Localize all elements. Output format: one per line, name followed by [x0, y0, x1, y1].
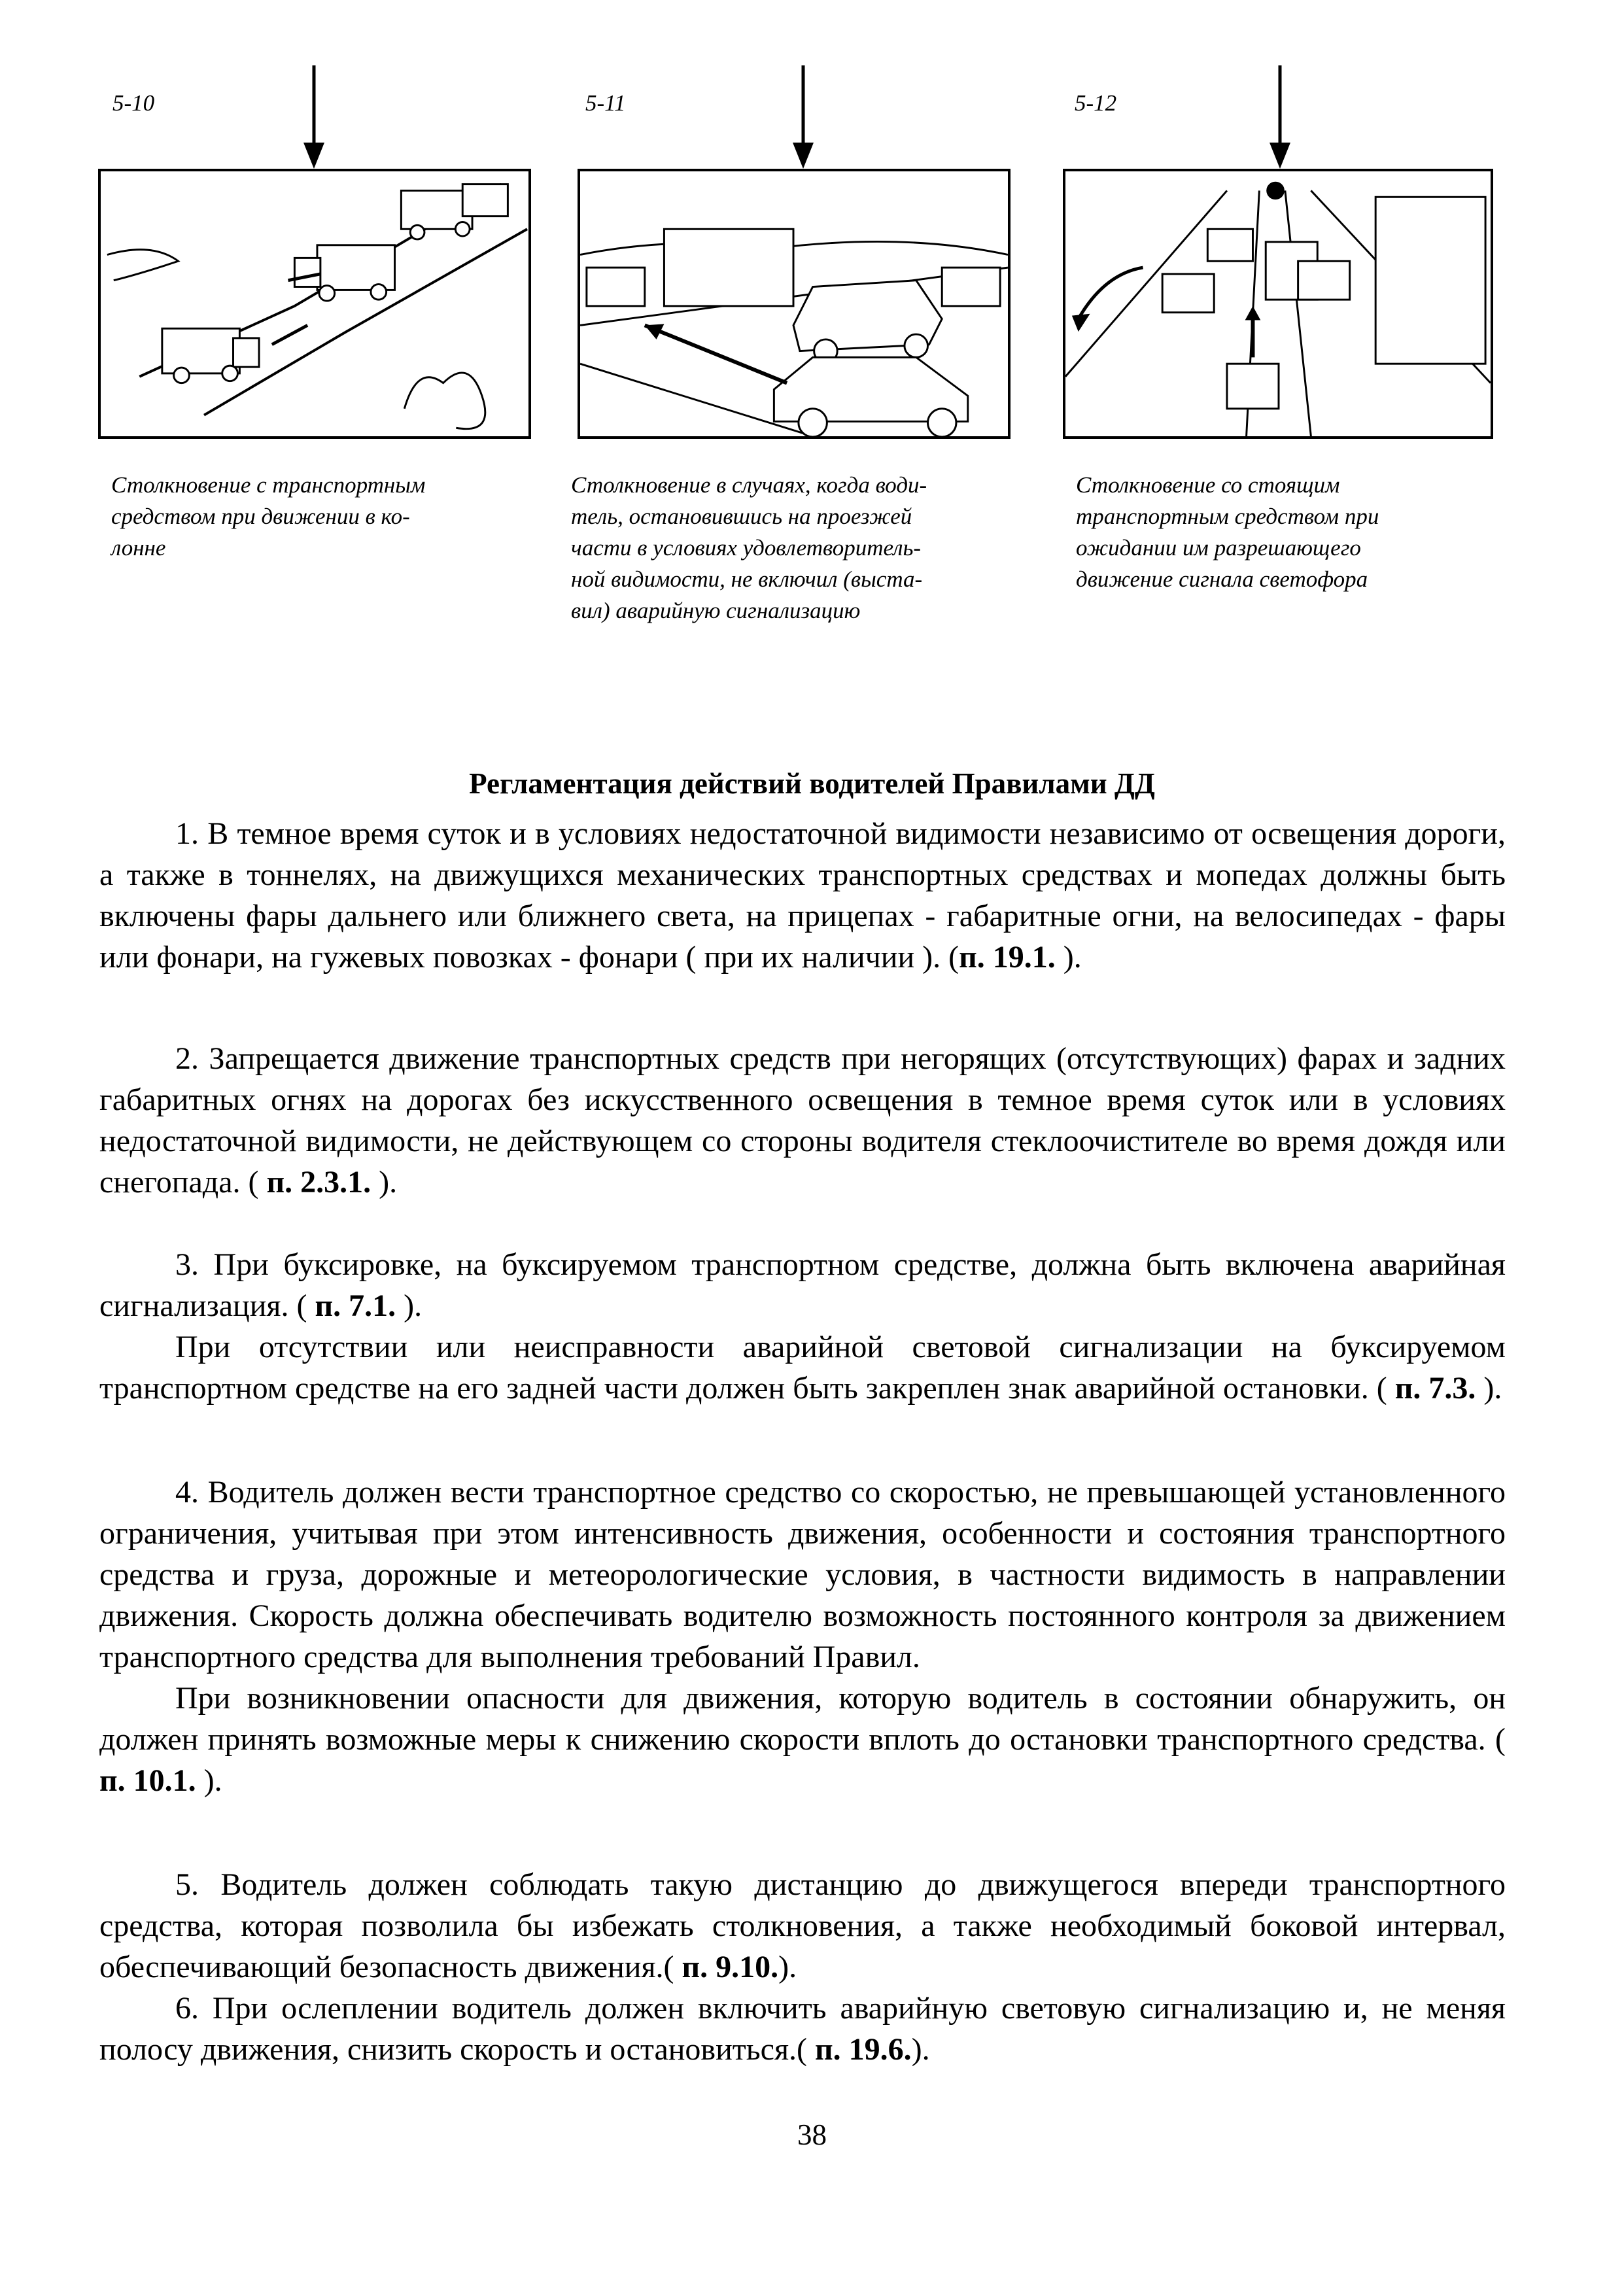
down-arrow-icon [294, 65, 334, 170]
figure-number-5-11: 5-11 [585, 90, 626, 116]
figure-5-11-illustration [578, 169, 1011, 439]
figure-number-5-12: 5-12 [1075, 90, 1117, 116]
paragraph-tail: ). [396, 1288, 423, 1323]
figure-5-12-caption [1076, 470, 1501, 595]
caption-line: ожидании им разрешающего [1076, 535, 1361, 561]
rule-paragraph [99, 813, 1506, 978]
rule-reference: п. 7.1. [315, 1288, 396, 1323]
paragraph-text: При возникновении опасности для движения, которую водитель в состоянии обнаружить, он должен принять возможные меры к снижению скорости вплоть до остановки транспортного средства. ( [99, 1681, 1506, 1757]
rule-reference: п. 7.3. [1394, 1371, 1476, 1406]
rule-reference: п. 10.1. [99, 1763, 196, 1798]
paragraph-tail: ). [196, 1763, 222, 1798]
paragraph-tail: ). [911, 2032, 930, 2067]
rule-paragraph [99, 1472, 1506, 1801]
caption-line: средством при движении в ко- [111, 504, 410, 529]
rule-reference: п. 19.1. [959, 940, 1056, 975]
rule-reference: п. 9.10. [682, 1950, 779, 1984]
caption-line: Столкновение в случаях, когда води- [571, 472, 927, 498]
caption-line: движение сигнала светофора [1076, 566, 1368, 592]
caption-line: Столкновение с транспортным [111, 472, 426, 498]
caption-line: транспортным средством при [1076, 504, 1379, 529]
paragraph-text: При отсутствии или неисправности аварийной световой сигнализации на буксируемом транспортном средстве на его задней части должен быть закреплен знак аварийной остановки. ( [99, 1330, 1506, 1406]
rule-reference: п. 19.6. [815, 2032, 912, 2067]
paragraph-text: 3. При буксировке, на буксируемом транспортном средстве, должна быть включена аварийная сигнализация. ( [99, 1247, 1506, 1323]
figure-5-12-illustration [1063, 169, 1493, 439]
page-number: 38 [797, 2118, 827, 2151]
paragraph-text: 5. Водитель должен соблюдать такую дистанцию до движущегося впереди транспортного средства, которая позволила бы избежать столкновения, а также необходимый боковой интервал, обеспечивающий безопасность движения.( [99, 1867, 1506, 1984]
caption-line: Столкновение со стоящим [1076, 472, 1340, 498]
paragraph-text: 4. Водитель должен вести транспортное средство со скоростью, не превышающей установленного ограничения, учитывая при этом интенсивность движения, особенности и состояния транспортного средства и груза, дорожные и метеорологические условия, в частности видимость в направлении движения. Скорость должна обеспечивать водителю возможность постоянного контроля за движением транспортного средства для выполнения требований Правил. [99, 1475, 1506, 1674]
paragraph-tail: ). [371, 1165, 398, 1199]
caption-line: вил) аварийную сигнализацию [571, 598, 861, 623]
caption-line: лонне [111, 535, 166, 561]
caption-line: ной видимости, не включил (выста- [571, 566, 923, 592]
paragraph-tail: ). [778, 1950, 797, 1984]
paragraph-text: 6. При ослеплении водитель должен включить аварийную световую сигнализацию и, не меняя полосу движения, снизить скорость и остановиться.( [99, 1991, 1506, 2067]
down-arrow-icon [1260, 65, 1300, 170]
paragraph-tail: ). [1055, 940, 1082, 975]
figure-number-5-10: 5-10 [112, 90, 155, 116]
paragraph-text: 2. Запрещается движение транспортных средств при негорящих (отсутствующих) фарах и задних габаритных огнях на дорогах без искусственного освещения в темное время суток или в условиях недостаточной видимости, не действующем со стороны водителя стеклоочистителе во время дождя или снегопада. ( [99, 1041, 1506, 1199]
paragraph-text: 1. В темное время суток и в условиях недостаточной видимости независимо от освещения дороги, а также в тоннелях, на движущихся механических транспортных средствах и мопедах должны быть включены фары дальнего или ближнего света, на прицепах - габаритные огни, на велосипедах - фары или фонари, на гужевых повозках - фонари ( при их наличии ). ( [99, 816, 1506, 975]
caption-line: тель, остановившись на проезжей [571, 504, 912, 529]
down-arrow-icon [784, 65, 823, 170]
rule-paragraph [99, 1244, 1506, 1409]
figure-5-10-illustration [98, 169, 531, 439]
figure-5-10-caption [111, 470, 530, 564]
section-heading: Регламентация действий водителей Правилами ДД [469, 767, 1155, 800]
figure-5-11-caption [571, 470, 1029, 627]
paragraph-tail: ). [1476, 1371, 1502, 1406]
caption-line: части в условиях удовлетворитель- [571, 535, 922, 561]
rule-paragraph [99, 1038, 1506, 1203]
rule-reference: п. 2.3.1. [266, 1165, 371, 1199]
rule-paragraph [99, 1864, 1506, 2070]
